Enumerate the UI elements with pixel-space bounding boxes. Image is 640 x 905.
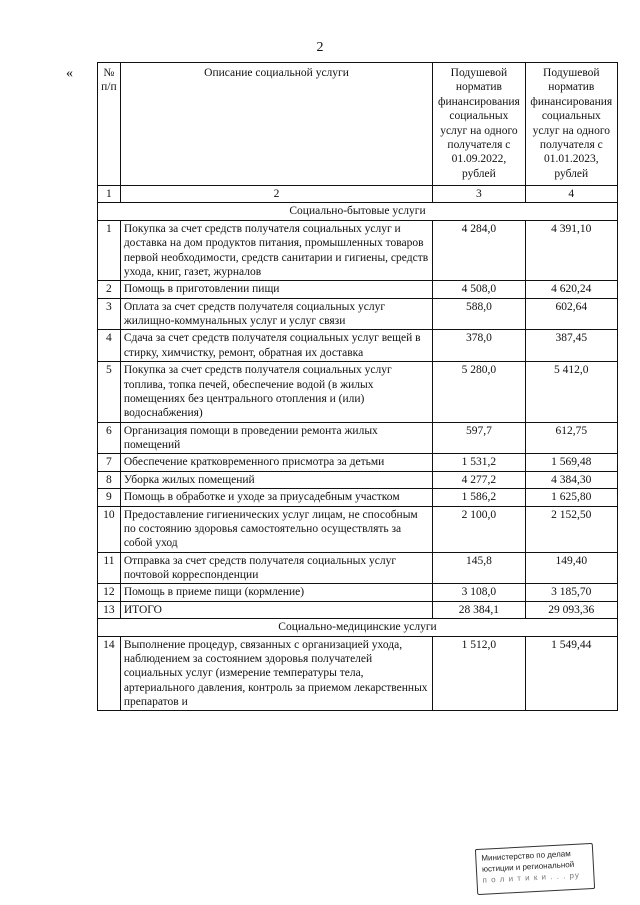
row-description: Отправка за счет средств получателя социальных услуг почтовой корреспонденции bbox=[120, 552, 432, 584]
row-norm-2023: 602,64 bbox=[525, 298, 617, 330]
opening-quote: « bbox=[66, 66, 73, 81]
row-number: 14 bbox=[98, 636, 121, 711]
row-description: Сдача за счет средств получателя социальных услуг вещей в стирку, химчистку, ремонт, обратная их доставка bbox=[120, 330, 432, 362]
table-row bbox=[98, 636, 618, 711]
row-number: 3 bbox=[98, 298, 121, 330]
row-description: Организация помощи в проведении ремонта жилых помещений bbox=[120, 422, 432, 454]
row-norm-2023: 1 569,48 bbox=[525, 454, 617, 471]
row-number: 5 bbox=[98, 362, 121, 423]
table-row bbox=[98, 552, 618, 584]
column-numbers-row bbox=[98, 186, 618, 203]
row-number: 2 bbox=[98, 281, 121, 298]
row-norm-2022: 5 280,0 bbox=[433, 362, 525, 423]
header-norm-2023: Подушевой норматив финансирования социальных услуг на одного получателя с 01.01.2023, рублей bbox=[525, 63, 617, 186]
row-norm-2023: 4 391,10 bbox=[525, 220, 617, 281]
row-norm-2023: 612,75 bbox=[525, 422, 617, 454]
row-description: Покупка за счет средств получателя социальных услуг и доставка на дом продуктов питания, промышленных товаров первой необходимости, средств санитарии и гигиены, средств ухода, книг, газет, журналов bbox=[120, 220, 432, 281]
row-number: 7 bbox=[98, 454, 121, 471]
services-table bbox=[97, 62, 618, 711]
column-number: 2 bbox=[120, 186, 432, 203]
row-description: Помощь в приеме пищи (кормление) bbox=[120, 584, 432, 601]
row-norm-2023: 29 093,36 bbox=[525, 601, 617, 618]
row-norm-2022: 2 100,0 bbox=[433, 506, 525, 552]
row-norm-2023: 4 384,30 bbox=[525, 471, 617, 488]
row-norm-2022: 4 284,0 bbox=[433, 220, 525, 281]
header-description: Описание социальной услуги bbox=[120, 63, 432, 186]
row-description: Помощь в обработке и уходе за приусадебным участком bbox=[120, 489, 432, 506]
stamp-line: п о л и т и к и . . . ру bbox=[482, 870, 581, 885]
row-description: Обеспечение кратковременного присмотра за детьми bbox=[120, 454, 432, 471]
table-row bbox=[98, 601, 618, 618]
row-number: 12 bbox=[98, 584, 121, 601]
ministry-stamp bbox=[475, 843, 595, 895]
row-norm-2022: 28 384,1 bbox=[433, 601, 525, 618]
row-norm-2022: 588,0 bbox=[433, 298, 525, 330]
row-description: Оплата за счет средств получателя социальных услуг жилищно-коммунальных услуг и услуг связи bbox=[120, 298, 432, 330]
row-norm-2022: 378,0 bbox=[433, 330, 525, 362]
row-norm-2022: 1 512,0 bbox=[433, 636, 525, 711]
row-norm-2023: 387,45 bbox=[525, 330, 617, 362]
table-row bbox=[98, 220, 618, 281]
table-header-row bbox=[98, 63, 618, 186]
row-number: 1 bbox=[98, 220, 121, 281]
page-number: 2 bbox=[316, 40, 324, 55]
table-body bbox=[98, 203, 618, 711]
row-number: 4 bbox=[98, 330, 121, 362]
row-number: 10 bbox=[98, 506, 121, 552]
row-norm-2023: 5 412,0 bbox=[525, 362, 617, 423]
row-number: 11 bbox=[98, 552, 121, 584]
row-description: Предоставление гигиенических услуг лицам, не способным по состоянию здоровья самостоятельно осуществлять за собой уход bbox=[120, 506, 432, 552]
table-row bbox=[98, 422, 618, 454]
row-norm-2023: 3 185,70 bbox=[525, 584, 617, 601]
row-number: 8 bbox=[98, 471, 121, 488]
column-number: 4 bbox=[525, 186, 617, 203]
header-norm-2022: Подушевой норматив финансирования социальных услуг на одного получателя с 01.09.2022, рублей bbox=[433, 63, 525, 186]
row-description: Уборка жилых помещений bbox=[120, 471, 432, 488]
row-description: Помощь в приготовлении пищи bbox=[120, 281, 432, 298]
row-norm-2023: 1 625,80 bbox=[525, 489, 617, 506]
table-row bbox=[98, 584, 618, 601]
row-description: Выполнение процедур, связанных с организацией ухода, наблюдением за состоянием здоровья получателей социальных услуг (измерение температуры тела, артериального давления, контроль за приемом лекарственных препаратов и bbox=[120, 636, 432, 711]
row-norm-2022: 597,7 bbox=[433, 422, 525, 454]
stamp-line: Министерство по делам bbox=[481, 849, 571, 863]
row-norm-2022: 145,8 bbox=[433, 552, 525, 584]
row-norm-2023: 2 152,50 bbox=[525, 506, 617, 552]
stamp-line: юстиции и региональной bbox=[481, 859, 575, 874]
header-num: № п/п bbox=[98, 63, 121, 186]
row-description: ИТОГО bbox=[120, 601, 432, 618]
column-number: 1 bbox=[98, 186, 121, 203]
row-norm-2023: 149,40 bbox=[525, 552, 617, 584]
table-row bbox=[98, 362, 618, 423]
row-norm-2022: 1 531,2 bbox=[433, 454, 525, 471]
section-title: Социально-бытовые услуги bbox=[98, 203, 618, 220]
row-description: Покупка за счет средств получателя социальных услуг топлива, топка печей, обеспечение водой (в жилых помещениях без центрального отопления и (или) водоснабжения) bbox=[120, 362, 432, 423]
table-row bbox=[98, 330, 618, 362]
row-number: 13 bbox=[98, 601, 121, 618]
row-norm-2022: 4 277,2 bbox=[433, 471, 525, 488]
row-number: 6 bbox=[98, 422, 121, 454]
section-row bbox=[98, 203, 618, 220]
row-norm-2022: 4 508,0 bbox=[433, 281, 525, 298]
row-norm-2022: 1 586,2 bbox=[433, 489, 525, 506]
table-row bbox=[98, 506, 618, 552]
row-norm-2023: 1 549,44 bbox=[525, 636, 617, 711]
row-norm-2022: 3 108,0 bbox=[433, 584, 525, 601]
table-row bbox=[98, 298, 618, 330]
row-norm-2023: 4 620,24 bbox=[525, 281, 617, 298]
table-row bbox=[98, 489, 618, 506]
table-row bbox=[98, 281, 618, 298]
table-row bbox=[98, 471, 618, 488]
section-title: Социально-медицинские услуги bbox=[98, 619, 618, 636]
row-number: 9 bbox=[98, 489, 121, 506]
section-row bbox=[98, 619, 618, 636]
column-number: 3 bbox=[433, 186, 525, 203]
table-row bbox=[98, 454, 618, 471]
